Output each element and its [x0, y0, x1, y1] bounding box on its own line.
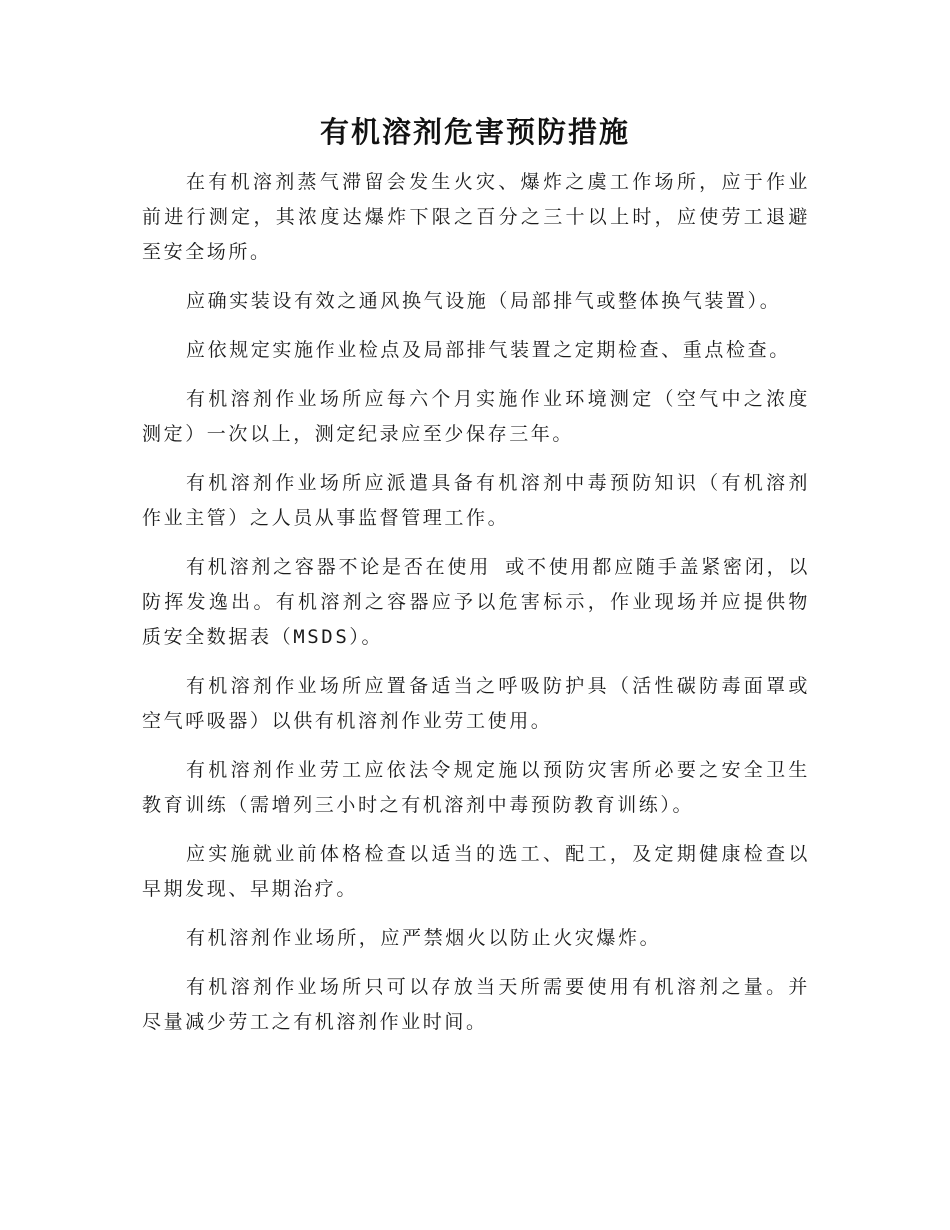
- paragraph-3: 应依规定实施作业检点及局部排气装置之定期检查、重点检查。: [186, 339, 791, 361]
- paragraph-7: 有机溶剂作业场所应置备适当之呼吸防护具（活性碳防毒面罩或空气呼吸器）以供有机溶剂作业劳工使用。: [142, 675, 810, 732]
- paragraph-4: 有机溶剂作业场所应每六个月实施作业环境测定（空气中之浓度测定）一次以上，测定纪录应至少保存三年。: [142, 388, 810, 445]
- paragraph-6: 有机溶剂之容器不论是否在使用 或不使用都应随手盖紧密闭，以防挥发逸出。有机溶剂之容器应予以危害标示，作业现场并应提供物质安全数据表（MSDS）。: [142, 556, 810, 648]
- paragraph-2: 应确实装设有效之通风换气设施（局部排气或整体换气装置）。: [186, 290, 782, 312]
- document-title: 有机溶剂危害预防措施: [319, 115, 630, 149]
- paragraph-9: 应实施就业前体格检查以适当的选工、配工，及定期健康检查以早期发现、早期治疗。: [142, 843, 810, 900]
- paragraph-1: 在有机溶剂蒸气滞留会发生火灾、爆炸之虞工作场所，应于作业前进行测定，其浓度达爆炸下限之百分之三十以上时，应使劳工退避至安全场所。: [142, 171, 810, 263]
- paragraph-10: 有机溶剂作业场所，应严禁烟火以防止火灾爆炸。: [186, 927, 662, 949]
- paragraph-5: 有机溶剂作业场所应派遣具备有机溶剂中毒预防知识（有机溶剂作业主管）之人员从事监督管理工作。: [142, 472, 810, 529]
- document-body: [142, 165, 810, 1054]
- paragraph-11: 有机溶剂作业场所只可以存放当天所需要使用有机溶剂之量。并尽量减少劳工之有机溶剂作业时间。: [142, 976, 810, 1033]
- paragraph-8: 有机溶剂作业劳工应依法令规定施以预防灾害所必要之安全卫生教育训练（需增列三小时之有机溶剂中毒预防教育训练）。: [142, 759, 810, 816]
